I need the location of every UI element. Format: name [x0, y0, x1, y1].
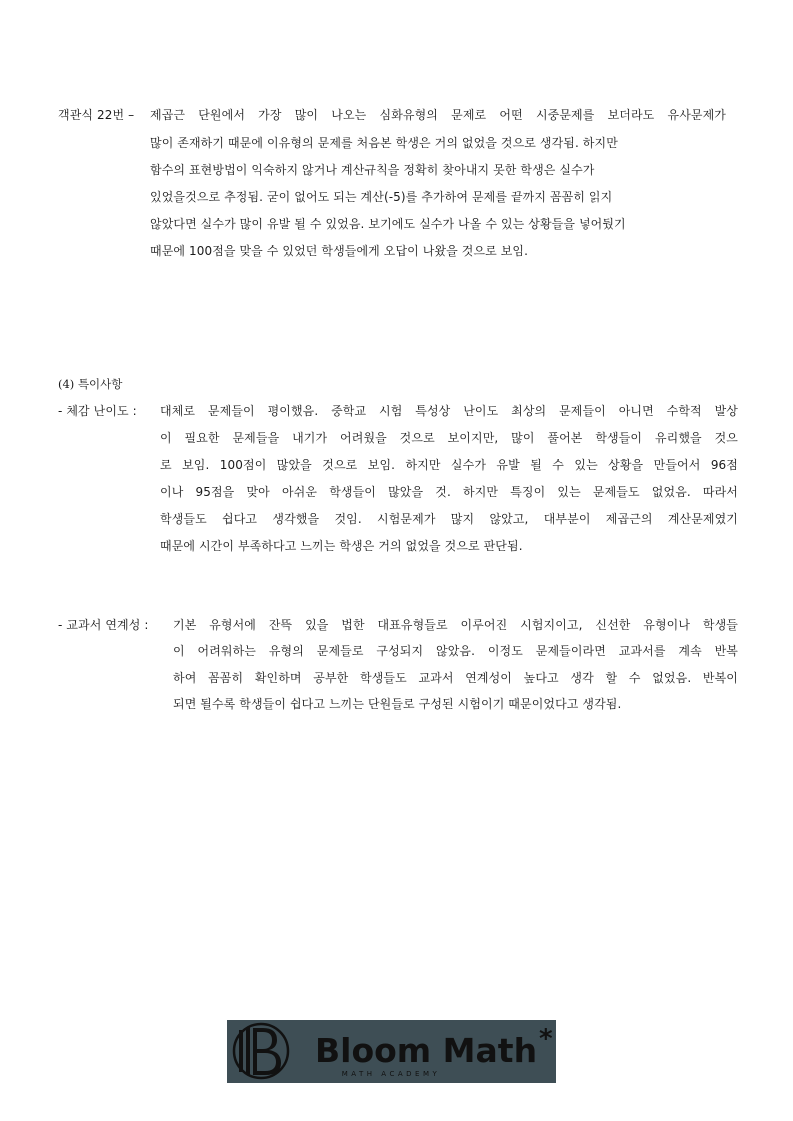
logo-emblem-icon	[234, 1024, 288, 1078]
q22-line-4: 있었을것으로 추정됨. 굳이 없어도 되는 계산(-5)를 추가하여 문제를 끝까지 꼼꼼히 읽지	[150, 190, 613, 204]
difficulty-line-1: 대체로 문제들이 평이했음. 중학교 시험 특성상 난이도 최상의 문제들이 아니면 수학적 발상	[160, 404, 738, 418]
difficulty-label: - 체감 난이도 :	[58, 404, 137, 418]
q22-line-5: 않았다면 실수가 많이 유발 될 수 있었음. 보기에도 실수가 나올 수 있는 상황들을 넣어뒀기	[150, 217, 626, 231]
logo-graphic	[227, 1020, 556, 1083]
textbook-line-1: 기본 유형서에 잔뜩 있을 법한 대표유형들로 이루어진 시험지이고, 신선한 유형이나 학생들	[173, 618, 738, 632]
q22-label: 객관식 22번 –	[58, 108, 135, 122]
difficulty-line-3: 로 보임. 100점이 많았을 것으로 보임. 하지만 실수가 유발 될 수 있는 상황을 만들어서 96점	[160, 458, 738, 472]
difficulty-line-2: 이 필요한 문제들을 내기가 어려웠을 것으로 보이지만, 많이 풀어본 학생들이 유리했을 것으	[160, 431, 738, 445]
q22-line-3: 함수의 표현방법이 익숙하지 않거나 계산규칙을 정확히 찾아내지 못한 학생은 실수가	[150, 163, 595, 177]
logo-text: Bloom Math	[315, 1031, 538, 1070]
difficulty-line-6: 때문에 시간이 부족하다고 느끼는 학생은 거의 없었을 것으로 판단됨.	[160, 539, 523, 553]
difficulty-line-4: 이나 95점을 맞아 아쉬운 학생들이 많았을 것. 하지만 특징이 있는 문제들도 없었음. 따라서	[160, 485, 738, 499]
q22-line-2: 많이 존재하기 때문에 이유형의 문제를 처음본 학생은 거의 없었을 것으로 생각됨. 하지만	[150, 136, 618, 150]
logo-star: *	[539, 1024, 553, 1054]
textbook-line-2: 이 어려워하는 유형의 문제들로 구성되지 않았음. 이정도 문제들이라면 교과서를 계속 반복	[173, 644, 738, 658]
section-heading: (4) 특이사항	[58, 377, 123, 391]
q22-line-1: 제곱근 단원에서 가장 많이 나오는 심화유형의 문제로 어떤 시중문제를 보더라도 유사문제가	[150, 108, 726, 122]
textbook-line-3: 하여 꼼꼼히 확인하며 공부한 학생들도 교과서 연계성이 높다고 생각 할 수 없었음. 반복이	[173, 671, 738, 685]
textbook-line-4: 되면 될수록 학생들이 쉽다고 느끼는 단원들로 구성된 시험이기 때문이었다고 생각됨.	[173, 697, 622, 711]
q22-line-6: 때문에 100점을 맞을 수 있었던 학생들에게 오답이 나왔을 것으로 보임.	[150, 244, 529, 258]
logo-subtitle: MATH ACADEMY	[341, 1070, 441, 1078]
textbook-label: - 교과서 연계성 :	[58, 618, 149, 632]
difficulty-line-5: 학생들도 쉽다고 생각했을 것임. 시험문제가 많지 않았고, 대부분이 제곱근의 계산문제였기	[160, 512, 738, 526]
bloom-math-logo	[227, 1020, 556, 1083]
